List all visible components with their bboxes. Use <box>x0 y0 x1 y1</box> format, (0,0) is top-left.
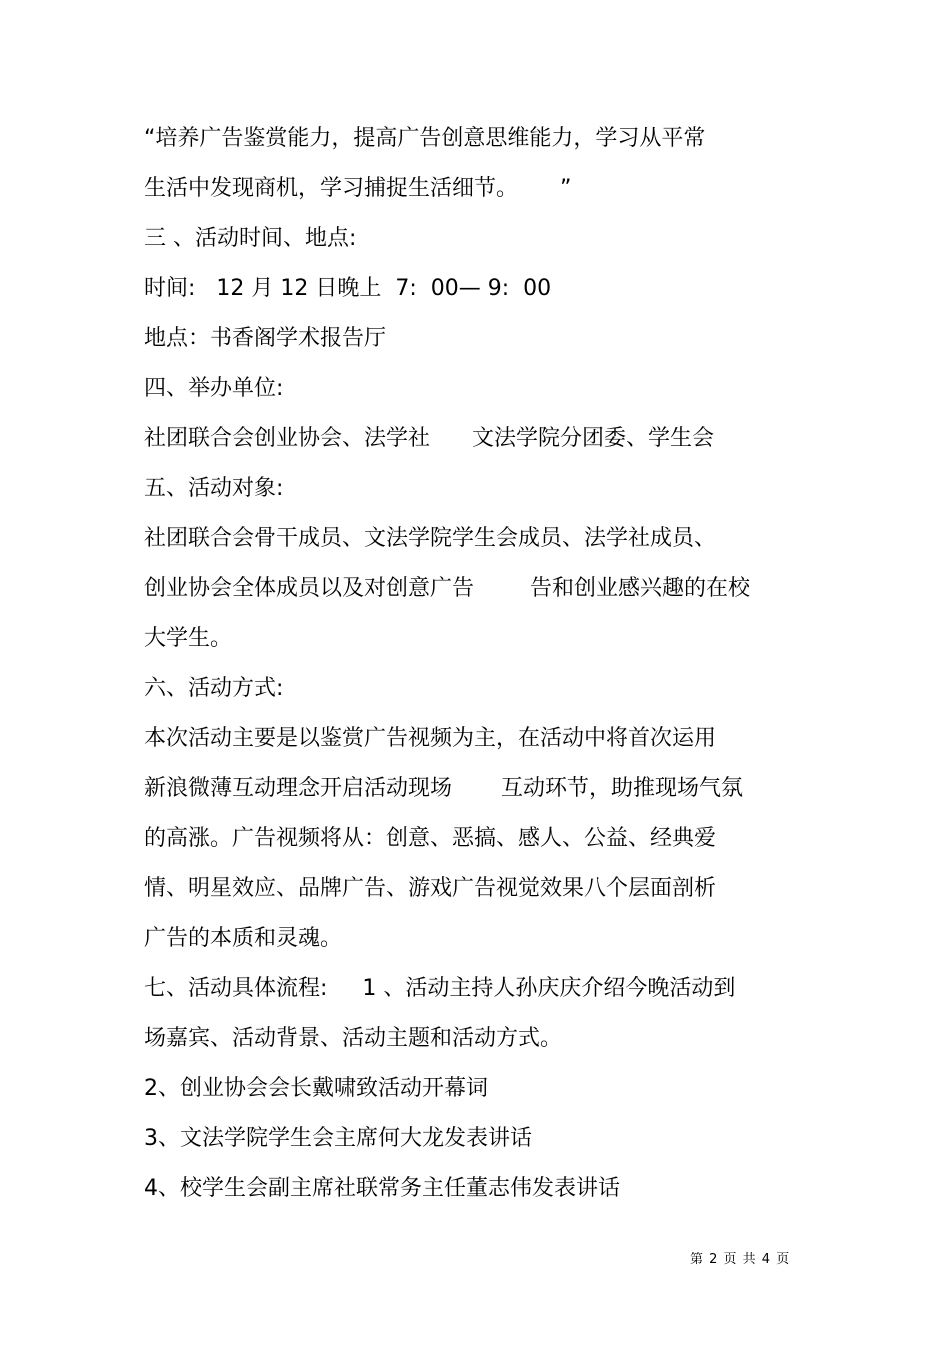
text-line-15: 的高涨。广告视频将从：创意、恶搞、感人、公益、经典爱 <box>144 826 717 851</box>
text-line-1: “培养广告鉴赏能力，提高广告创意思维能力，学习从平常 <box>144 126 706 151</box>
event-location: 地点：书香阁学术报告厅 <box>144 326 387 351</box>
text-line-19: 场嘉宾、活动背景、活动主题和活动方式。 <box>144 1026 563 1051</box>
section-heading-5: 五、活动对象: <box>144 476 284 501</box>
event-time: 时间: 12 月 12 日晚上 7: 00— 9: 00 <box>144 276 552 301</box>
list-item-2: 2、创业协会会长戴啸致活动开幕词 <box>144 1076 488 1101</box>
section-heading-6: 六、活动方式: <box>144 676 284 701</box>
text-line-11: 大学生。 <box>144 626 233 651</box>
section-heading-7: 七、活动具体流程: 1 、活动主持人孙庆庆介绍今晚活动到 <box>144 976 736 1001</box>
text-line-9: 社团联合会骨干成员、文法学院学生会成员、法学社成员、 <box>144 526 717 551</box>
text-line-10: 创业协会全体成员以及对创意广告 告和创业感兴趣的在校 <box>144 576 750 601</box>
section-heading-4: 四、举办单位: <box>144 376 284 401</box>
text-line-14: 新浪微薄互动理念开启活动现场 互动环节，助推现场气氛 <box>144 776 743 801</box>
text-line-17: 广告的本质和灵魂。 <box>144 926 343 951</box>
section-heading-3: 三 、活动时间、地点: <box>144 226 357 251</box>
page-number: 第 2 页 共 4 页 <box>690 1252 791 1267</box>
list-item-3: 3、文法学院学生会主席何大龙发表讲话 <box>144 1126 532 1151</box>
list-item-4: 4、校学生会副主席社联常务主任董志伟发表讲话 <box>144 1176 620 1201</box>
text-line-16: 情、明星效应、品牌广告、游戏广告视觉效果八个层面剖析 <box>144 876 717 901</box>
text-line-2: 生活中发现商机，学习捕捉生活细节。 ” <box>144 176 572 201</box>
organizers: 社团联合会创业协会、法学社 文法学院分团委、学生会 <box>144 426 714 451</box>
text-line-13: 本次活动主要是以鉴赏广告视频为主，在活动中将首次运用 <box>144 726 717 751</box>
